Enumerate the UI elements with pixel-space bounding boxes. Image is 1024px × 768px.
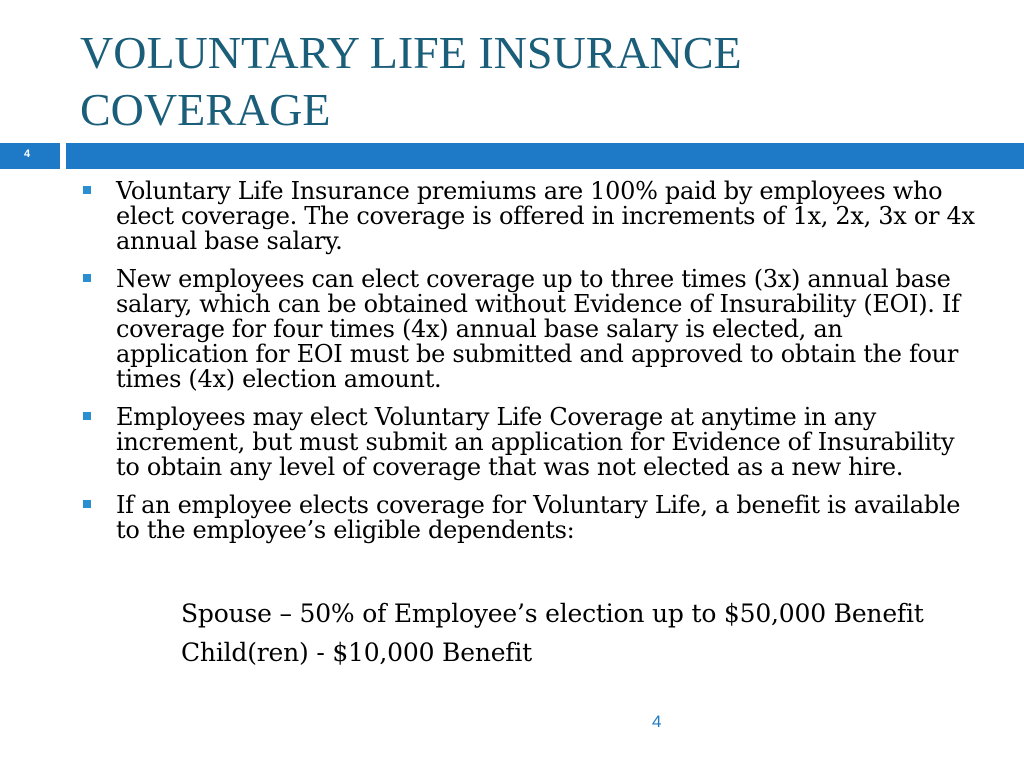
bullet-item xyxy=(80,267,980,392)
bullet-text: New employees can elect coverage up to three times (3x) annual base salary, which can be obtained without Evidence of Insurability (EOI). If coverage for four times (4x) annual base salary is elected, an application for EOI must be submitted and approved to obtain the four times (4x) election amount. xyxy=(116,265,960,393)
square-bullet-icon xyxy=(83,500,91,508)
slide-title-line-2: COVERAGE xyxy=(80,84,331,135)
square-bullet-icon xyxy=(83,412,91,420)
slide-number-bar: 4 xyxy=(0,143,60,169)
slide-title-line-1: VOLUNTARY LIFE INSURANCE xyxy=(80,27,742,78)
spouse-benefit: Spouse – 50% of Employee’s election up to $50,000 Benefit xyxy=(181,599,924,628)
square-bullet-icon xyxy=(83,186,91,194)
bullet-text: Employees may elect Voluntary Life Coverage at anytime in any increment, but must submit an application for Evidence of Insurability to obtain any level of coverage that was not elected as a new hire. xyxy=(116,403,955,481)
bullet-text: Voluntary Life Insurance premiums are 100% paid by employees who elect coverage. The coverage is offered in increments of 1x, 2x, 3x or 4x annual base salary. xyxy=(116,177,975,255)
square-bullet-icon xyxy=(83,274,91,282)
bullet-item xyxy=(80,179,980,254)
slide-title xyxy=(80,24,980,138)
accent-divider-bar xyxy=(66,143,1024,169)
bullet-text: If an employee elects coverage for Voluntary Life, a benefit is available to the employee’s eligible dependents: xyxy=(116,491,961,544)
bullet-item xyxy=(80,493,980,543)
child-benefit: Child(ren) - $10,000 Benefit xyxy=(181,638,533,667)
bullet-list xyxy=(80,179,980,556)
dependent-benefit-list xyxy=(181,594,924,672)
bullet-item xyxy=(80,405,980,480)
page-number: 4 xyxy=(652,712,662,731)
